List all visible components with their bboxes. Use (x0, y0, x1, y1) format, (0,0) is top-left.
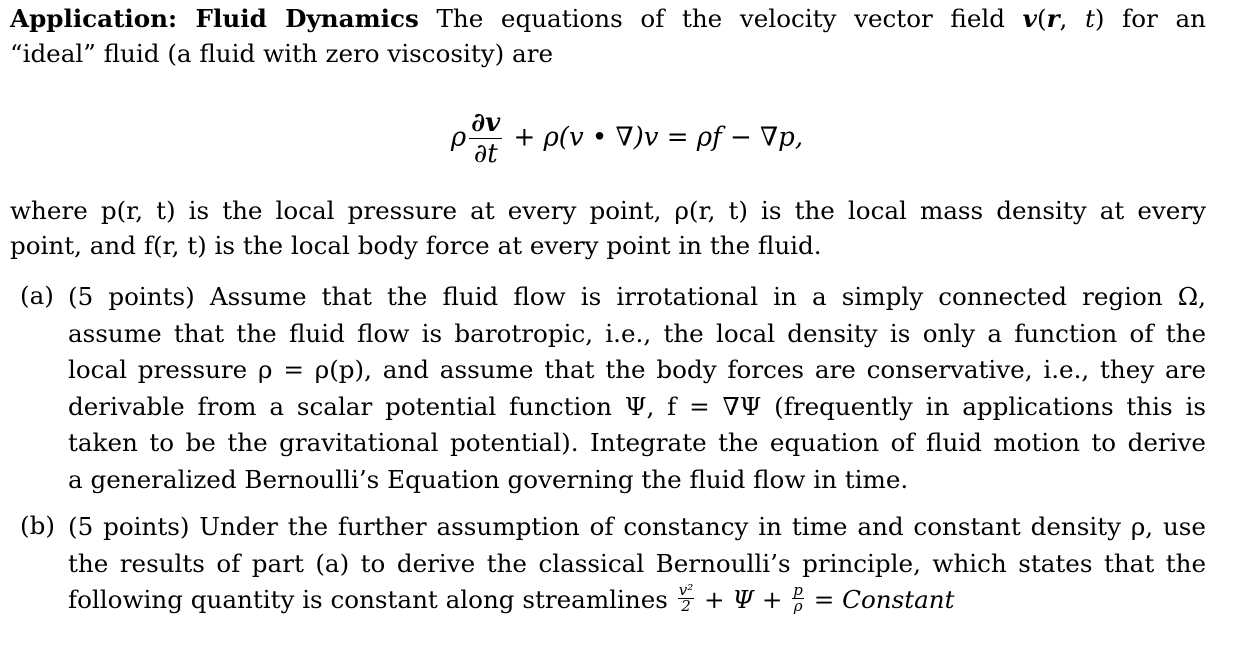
part-b-line-1: (5 points) Under the further assumption of constancy in time and constant density ρ, use (68, 512, 1206, 541)
eq-remainder: + ρ(v • ∇)v = ρf − ∇p, (505, 122, 804, 153)
eq-partial-t: ∂t (473, 139, 498, 169)
position-symbol: r (1046, 4, 1060, 33)
eq-rho: ρ (450, 122, 467, 153)
part-a-line-3: local pressure ρ = ρ(p), and assume that the body forces are conservative, i.e., they are (68, 355, 1206, 384)
part-a-line-1: (5 points) Assume that the fluid flow is irrotational in a simply connected region Ω, (68, 282, 1206, 311)
part-b-line-2: the results of part (a) to derive the classical Bernoulli’s principle, which states that the (68, 548, 1206, 578)
formula-psi: + Ψ + (696, 585, 791, 614)
part-a-line-2: assume that the fluid flow is barotropic, i.e., the local density is only a function of the (68, 318, 1206, 348)
part-a-marker: (a) (20, 281, 54, 310)
definitions-line-2: point, and f(r, t) is the local body force at every point in the fluid. (10, 231, 822, 260)
part-a-line-5: taken to be the gravitational potential). Integrate the equation of fluid motion to derive (68, 428, 1206, 457)
part-a-line-4: derivable from a scalar potential function Ψ, f = ∇Ψ (frequently in applications this is (68, 391, 1206, 421)
problem-heading: Application: Fluid Dynamics (10, 4, 419, 33)
intro-line-1: Application: Fluid Dynamics The equations of the velocity vector field v(r, t) for an (10, 4, 1207, 33)
part-b-text (68, 509, 1206, 619)
definitions-line-1: where p(r, t) is the local pressure at every point, ρ(r, t) is the local mass density at every (10, 196, 1206, 225)
formula-v-squared: v² (678, 581, 694, 599)
part-b-marker: (b) (20, 511, 55, 540)
kinetic-term-fraction (678, 583, 695, 614)
eq-partial-v: ∂v (471, 108, 501, 138)
partial-fraction (469, 108, 502, 169)
pressure-term-fraction (792, 583, 804, 614)
formula-two: 2 (681, 597, 691, 615)
intro-tail: for an (1104, 4, 1207, 33)
part-a-text (68, 279, 1206, 498)
velocity-symbol: v (1022, 4, 1037, 33)
formula-constant: = Constant (805, 585, 955, 614)
formula-p: p (793, 581, 803, 599)
euler-equation (0, 108, 1254, 169)
intro-line-2: “ideal” fluid (a fluid with zero viscosity) are (10, 39, 554, 68)
intro-text: The equations of the velocity vector field (418, 4, 1023, 33)
formula-rho: ρ (793, 597, 803, 615)
part-b-line-3 (68, 582, 1206, 619)
part-a-line-6: a generalized Bernoulli’s Equation governing the fluid flow in time. (68, 464, 909, 494)
part-b-line-3-text: following quantity is constant along streamlines (68, 585, 668, 614)
